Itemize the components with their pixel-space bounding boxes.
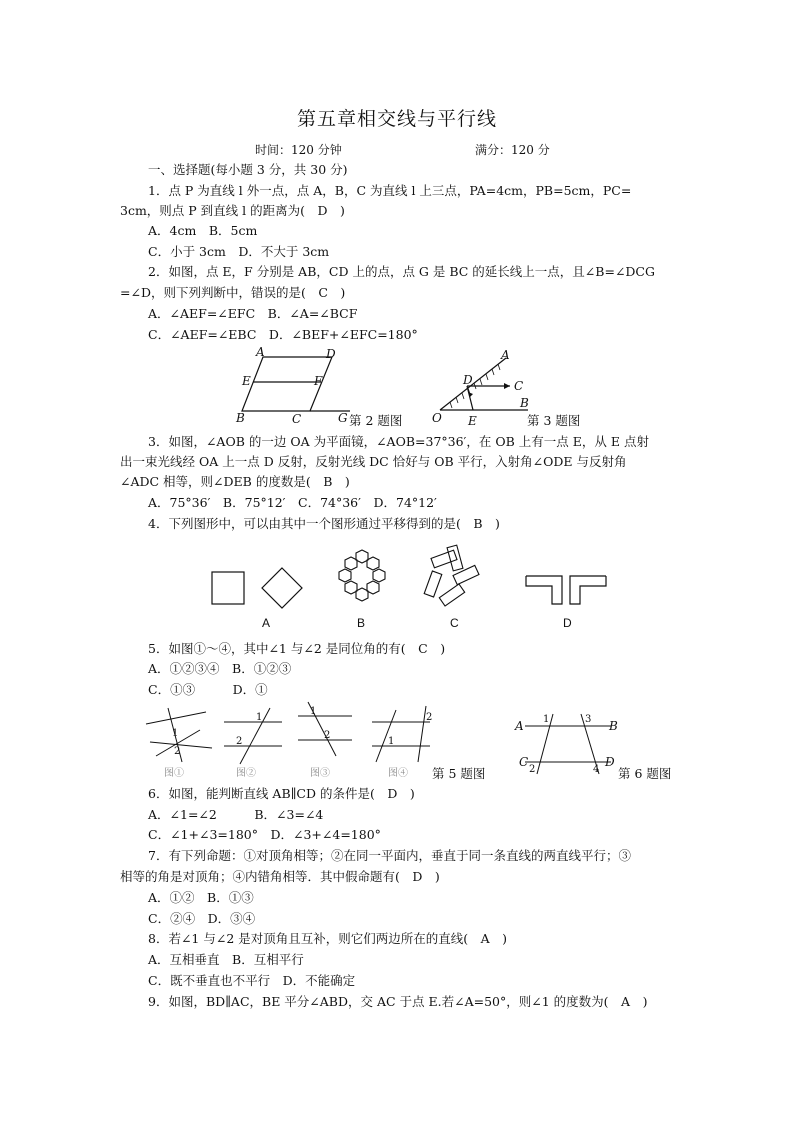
q7-options-ab: A．①② B．①③: [148, 890, 254, 905]
exam-score: 满分：120 分: [475, 143, 550, 157]
svg-text:2: 2: [426, 712, 433, 723]
q5-text-line1: 5．如图①～④，其中∠1 与∠2 是同位角的有( C ): [148, 641, 446, 656]
q8-text-line1: 8．若∠1 与∠2 是对顶角且互补，则它们两边所在的直线( A ): [148, 931, 508, 946]
q1-options-cd: C．小于 3cm D．不大于 3cm: [148, 244, 330, 259]
q5-fig3-label: 图③: [310, 768, 330, 779]
q6-figure: [515, 708, 618, 780]
q7-text-line1: 7．有下列命题：①对顶角相等；②在同一平面内，垂直于同一条直线的两直线平行；③: [148, 848, 631, 863]
q5-fig2-label: 图②: [236, 768, 256, 779]
q6-angle-1: 1: [543, 714, 550, 725]
q3-label-c: C: [514, 379, 524, 393]
q8-options-ab: A．互相垂直 B．互相平行: [148, 952, 304, 967]
q6-options-ab: A．∠1=∠2 B．∠3=∠4: [148, 807, 324, 822]
q5-figure-caption: 第 5 题图: [432, 766, 486, 781]
q2-label-f: F: [314, 374, 323, 388]
q4-option-a-label: A: [262, 616, 271, 630]
svg-text:1: 1: [310, 706, 317, 717]
q6-angle-2: 2: [529, 764, 536, 775]
page-title: 第五章相交线与平行线: [296, 108, 497, 130]
q4-option-d-label: D: [563, 616, 572, 630]
q3-label-a: A: [501, 348, 510, 362]
q6-label-c: C: [519, 755, 529, 769]
q2-options-cd: C．∠AEF=∠EBC D．∠BEF+∠EFC=180°: [148, 327, 418, 342]
q2-label-a: A: [256, 345, 265, 359]
q6-options-cd: C．∠1+∠3=180° D．∠3+∠4=180°: [148, 827, 381, 842]
q1-options-ab: A．4cm B．5cm: [148, 223, 258, 238]
svg-text:1: 1: [388, 736, 395, 747]
q3-options: A．75°36′ B．75°12′ C．74°36′ D．74°12′: [148, 495, 437, 510]
q5-fig1-label: 图①: [164, 768, 184, 779]
q6-label-b: B: [609, 719, 618, 733]
q1-text-line1: 1．点 P 为直线 l 外一点，点 A，B，C 为直线 l 上三点，PA=4cm，PB=5cm，PC=: [148, 183, 632, 198]
q5-fig4-label: 图④: [388, 768, 408, 779]
q7-options-cd: C．②④ D．③④: [148, 911, 256, 926]
q8-options-cd: C．既不垂直也不平行 D．不能确定: [148, 973, 356, 988]
q3-label-b: B: [520, 396, 529, 410]
q3-label-d: D: [463, 373, 473, 387]
exam-time: 时间：120 分钟: [255, 143, 342, 157]
q3-label-e: E: [468, 414, 477, 428]
q2-text-line2: =∠D，则下列判断中，错误的是( C ): [120, 285, 346, 300]
q2-figure-caption: 第 2 题图: [349, 413, 403, 428]
svg-text:2: 2: [236, 736, 243, 747]
q2-label-g: G: [338, 411, 348, 425]
q6-label-a: A: [515, 719, 524, 733]
q6-angle-3: 3: [585, 714, 592, 725]
q3-figure-caption: 第 3 题图: [527, 413, 581, 428]
q6-text-line1: 6．如图，能判断直线 AB∥CD 的条件是( D ): [148, 786, 415, 801]
q2-text-line1: 2．如图，点 E，F 分别是 AB，CD 上的点，点 G 是 BC 的延长线上一点，且∠B=∠DCG: [148, 264, 655, 279]
q2-label-c: C: [292, 412, 302, 426]
q6-figure-caption: 第 6 题图: [618, 766, 672, 781]
q4-option-c-label: C: [450, 616, 459, 630]
q7-text-line2: 相等的角是对顶角；④内错角相等．其中假命题有( D ): [120, 869, 440, 884]
q9-text-line1: 9．如图，BD∥AC，BE 平分∠ABD，交 AC 于点 E.若∠A=50°，则∠1 的度数为( A ): [148, 994, 648, 1009]
q2-options-ab: A．∠AEF=∠EFC B．∠A=∠BCF: [148, 306, 358, 321]
svg-text:1: 1: [172, 728, 179, 739]
q3-text-line2: 出一束光线经 OA 上一点 D 反射，反射光线 DC 恰好与 OB 平行，入射角∠ODE 与反射角: [120, 454, 627, 469]
q2-label-b: B: [236, 411, 245, 425]
q2-label-e: E: [242, 374, 251, 388]
q3-text-line1: 3．如图，∠AOB 的一边 OA 为平面镜，∠AOB=37°36′，在 OB 上有一点 E，从 E 点射: [148, 434, 649, 449]
q4-option-b-label: B: [357, 616, 366, 630]
q4-text-line1: 4．下列图形中，可以由其中一个图形通过平移得到的是( B ): [148, 516, 500, 531]
svg-text:1: 1: [256, 712, 263, 723]
q6-label-d: D: [605, 755, 615, 769]
q3-text-line3: ∠ADC 相等，则∠DEB 的度数是( B ): [120, 474, 350, 489]
q5-options-cd: C．①③ D．①: [148, 682, 268, 697]
q1-text-line2: 3cm，则点 P 到直线 l 的距离为( D ): [120, 203, 345, 218]
svg-text:2: 2: [174, 746, 181, 757]
q6-angle-4: 4: [593, 764, 600, 775]
q5-options-ab: A．①②③④ B．①②③: [148, 661, 292, 676]
q2-figure: [230, 345, 360, 430]
q2-label-d: D: [326, 347, 336, 361]
q3-label-o: O: [432, 411, 442, 425]
svg-text:2: 2: [324, 730, 331, 741]
section-heading: 一、选择题(每小题 3 分，共 30 分): [148, 162, 348, 177]
